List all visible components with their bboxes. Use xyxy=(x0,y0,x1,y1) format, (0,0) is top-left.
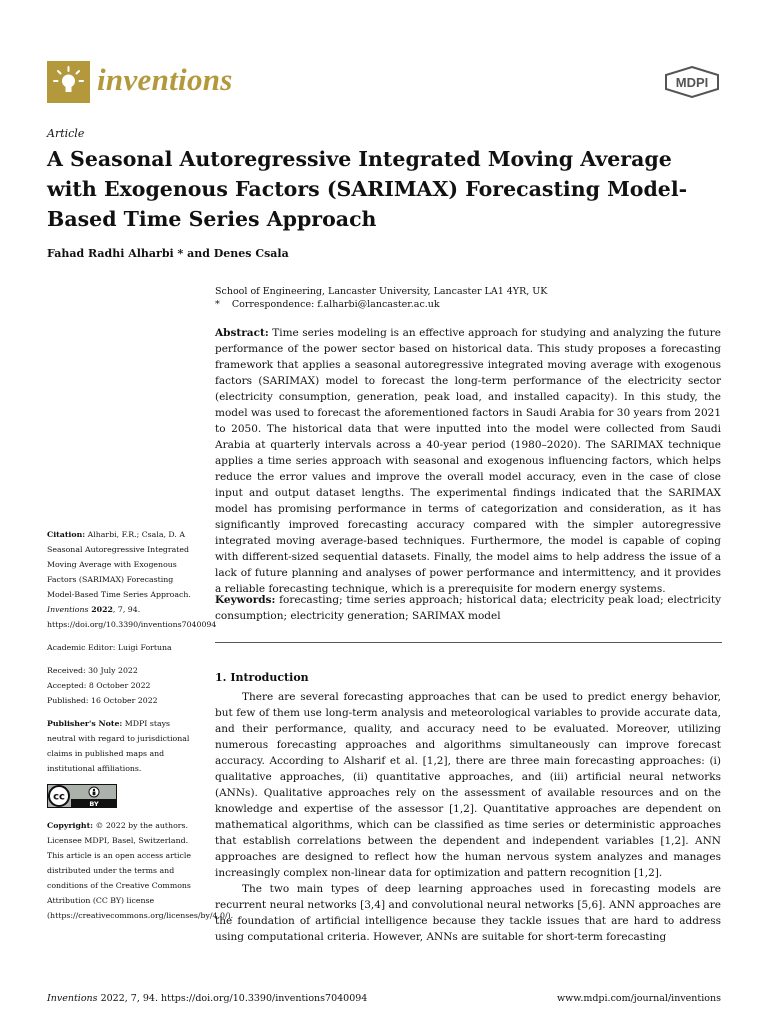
citation-block xyxy=(47,527,217,632)
received-date: Received: 30 July 2022 xyxy=(47,666,138,675)
cc-by-license-icon[interactable] xyxy=(47,784,117,808)
copyright-block xyxy=(47,818,234,923)
keywords-label: Keywords: xyxy=(215,594,276,606)
citation-label: Citation: xyxy=(47,530,86,539)
keywords xyxy=(215,592,721,624)
footer-journal: Inventions xyxy=(47,993,98,1004)
affiliations xyxy=(215,285,547,311)
copyright-label: Copyright: xyxy=(47,821,94,830)
footer-doi[interactable]: 2022, 7, 94. https://doi.org/10.3390/inventions7040094 xyxy=(97,993,368,1004)
correspondence: * Correspondence: f.alharbi@lancaster.ac.uk xyxy=(215,299,440,310)
publisher-note-label: Publisher's Note: xyxy=(47,719,123,728)
journal-logo-icon xyxy=(47,61,90,103)
article-info-sidebar xyxy=(47,527,234,931)
abstract xyxy=(215,325,721,597)
cc-text: cc xyxy=(53,791,65,803)
citation-text: Alharbi, F.R.; Csala, D. A Seasonal Autoregressive Integrated Moving Average with Exogenous Factors (SARIMAX) Forecasting Model-Based Time Series Approach. xyxy=(47,530,191,599)
body-paragraph: There are several forecasting approaches that can be used to predict energy behavior, but few of them use long-term analysis and meteorological variables to provide accurate data, and their performance, quality, and accuracy need to be evaluated. Moreover, utilizing numerous forecasting approaches and algorithms simultaneously can improve forecast accuracy. According to Alsharif et al. [1,2], there are three main forecasting approaches: (i) qualitative approaches, (ii) quantitative approaches, and (iii) artificial neural networks (ANNs). Qualitative approaches rely on the assessment of available resources and on the knowledge and expertise of the assessor [1,2]. Quantitative approaches are dependent on mathematical algorithms, which can be classified as time series or deterministic approaches that establish correlations between the dependent and independent variables [1,2]. ANN approaches are designed to reflect how the human nervous system analyzes and manages increasingly complex non-linear data for optimization and pattern recognition [1,2]. xyxy=(215,691,721,879)
section-heading: 1. Introduction xyxy=(215,671,309,684)
published-date: Published: 16 October 2022 xyxy=(47,696,158,705)
citation-journal: Inventions xyxy=(47,605,89,614)
footer-citation xyxy=(47,993,367,1004)
publisher-note xyxy=(47,716,199,776)
mdpi-logo-text: MDPI xyxy=(675,75,709,90)
article-type: Article xyxy=(47,127,85,140)
footer-journal-url[interactable]: www.mdpi.com/journal/inventions xyxy=(557,993,721,1004)
author-list: Fahad Radhi Alharbi * and Denes Csala xyxy=(47,247,289,260)
citation-doi[interactable]: , 7, 94. https://doi.org/10.3390/inventions7040094 xyxy=(47,605,217,629)
accepted-date: Accepted: 8 October 2022 xyxy=(47,681,151,690)
abstract-text: Time series modeling is an effective approach for studying and analyzing the future performance of the power sector based on historical data. This study proposes a forecasting framework that applies a seasonal autoregressive integrated moving average with exogenous factors (SARIMAX) model to forecast the long-term performance of the electricity sector (electricity consumption, generation, peak load, and installed capacity). In this study, the model was used to forecast the aforementioned factors in Saudi Arabia for 30 years from 2021 to 2050. The historical data that were inputted into the model were collected from Saudi Arabia at quarterly intervals across a 40-year period (1980–2020). The SARIMAX technique applies a time series approach with seasonal and exogenous influencing factors, which helps reduce the error values and improve the overall model accuracy, even in the case of close input and output dataset lengths. The experimental findings indicated that the SARIMAX model has promising performance in terms of categorization and consideration, as it has significantly improved forecasting accuracy compared with the simpler autoregressive integrated moving average-based techniques. Furthermore, the model is capable of coping with different-sized sequential datasets. Finally, the model aims to help address the issue of a lack of future planning and analyses of power performance and intermittency, and it provides a reliable forecasting technique, which is a prerequisite for modern energy systems. xyxy=(215,327,721,595)
intro-body xyxy=(215,689,721,945)
citation-year: 2022 xyxy=(88,605,113,614)
abstract-label: Abstract: xyxy=(215,327,269,339)
journal-name: inventions xyxy=(97,62,233,97)
body-paragraph: The two main types of deep learning approaches used in forecasting models are recurrent neural networks [3,4] and convolutional neural networks [5,6]. ANN approaches are the foundation of artificial intelligence because they tackle issues that are hard to address using computational criteria. However, ANNs are suitable for short-term forecasting xyxy=(215,883,721,943)
keywords-text: forecasting; time series approach; historical data; electricity peak load; electricity consumption; electricity generation; SARIMAX model xyxy=(215,594,721,622)
mdpi-logo-icon xyxy=(664,66,720,98)
article-title: A Seasonal Autoregressive Integrated Moving Average with Exogenous Factors (SARIMAX) Forecasting Model-Based Time Series Approach xyxy=(47,147,688,231)
affiliation: School of Engineering, Lancaster University, Lancaster LA1 4YR, UK xyxy=(215,286,548,297)
section-divider xyxy=(215,642,722,643)
copyright-text: © 2022 by the authors. Licensee MDPI, Basel, Switzerland. This article is an open access article distributed under the terms and conditions of the Creative Commons Attribution (CC BY) license (https://creativecommons.org/licenses/by/4.0/). xyxy=(47,821,234,920)
cc-by-text: BY xyxy=(89,800,99,808)
academic-editor: Academic Editor: Luigi Fortuna xyxy=(47,643,172,652)
publisher-note-text: MDPI stays neutral with regard to jurisdictional claims in published maps and institutional affiliations. xyxy=(47,719,190,773)
